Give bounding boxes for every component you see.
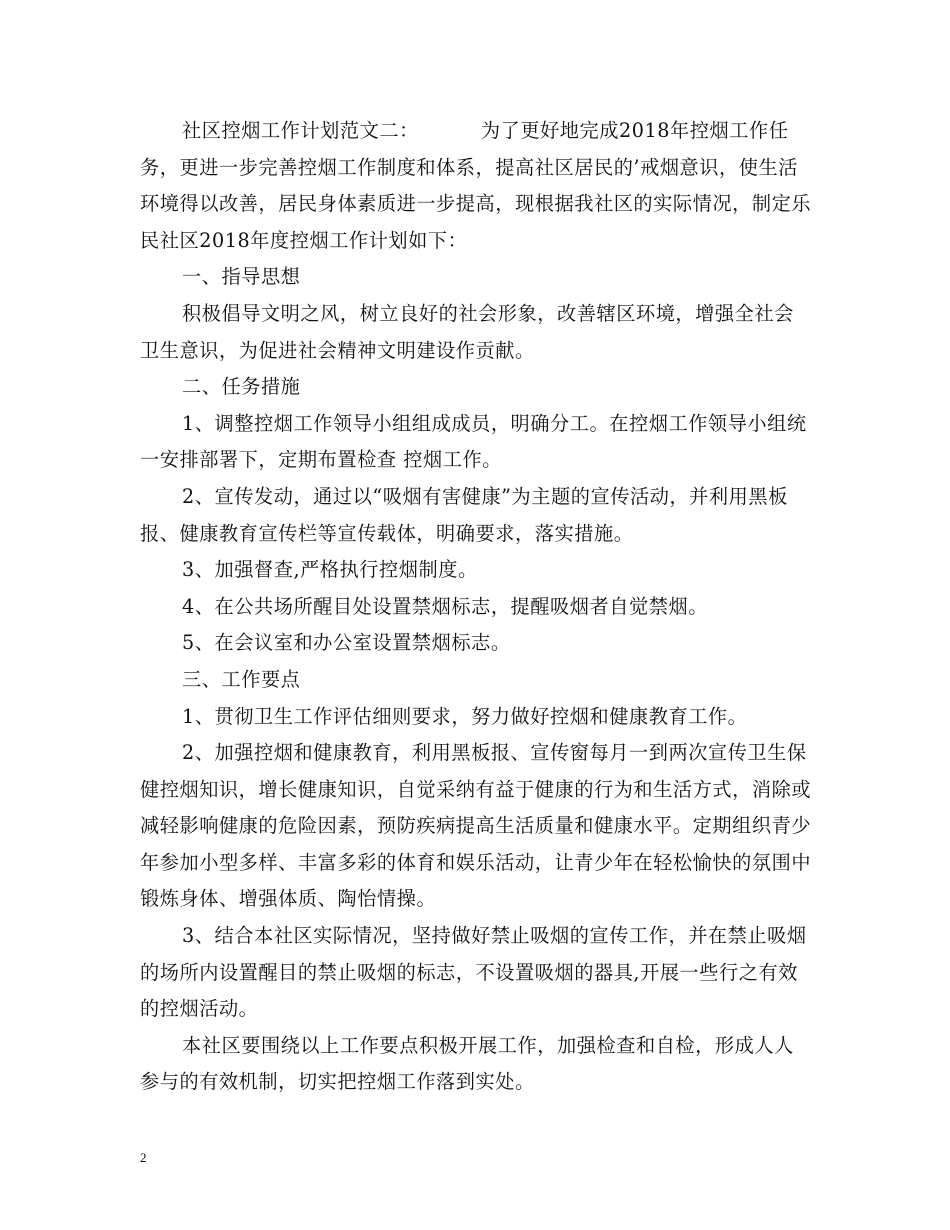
closing-paragraph: 本社区要围绕以上工作要点积极开展工作，加强检查和自检，形成人人参与的有效机制，切实把控烟工作落到实处。	[140, 1033, 794, 1094]
work-point-item: 3、结合本社区实际情况，坚持做好禁止吸烟的宣传工作，并在禁止吸烟的场所内设置醒目的禁止吸烟的标志，不设置吸烟的器具,开展一些行之有效的控烟活动。	[140, 924, 807, 1021]
task-measure-item: 2、宣传发动，通过以“吸烟有害健康”为主题的宣传活动，并利用黑板报、健康教育宣传栏等宣传载体，明确要求，落实措施。	[140, 484, 788, 545]
work-point-item: 2、加强控烟和健康教育，利用黑板报、宣传窗每月一到两次宣传卫生保健控烟知识，增长健康知识，自觉采纳有益于健康的行为和生活方式，消除或减轻影响健康的危险因素，预防疾病提高生活质量和健康水平。定期组织青少年参加小型多样、丰富多彩的体育和娱乐活动，让青少年在轻松愉快的氛围中锻炼身体、增强体质、陶怡情操。	[140, 741, 812, 911]
task-measure-item: 5、在会议室和办公室设置禁烟标志。	[182, 631, 511, 655]
work-point-item: 1、贯彻卫生工作评估细则要求，努力做好控烟和健康教育工作。	[182, 704, 748, 728]
document-body	[140, 113, 812, 1101]
task-measure-item: 1、调整控烟工作领导小组组成成员，明确分工。在控烟工作领导小组统一安排部署下，定期布置检查 控烟工作。	[140, 411, 807, 472]
task-measure-item: 3、加强督查,严格执行控烟制度。	[182, 558, 478, 582]
section-heading-work-points: 三、工作要点	[182, 667, 301, 691]
section-heading-task-measures: 二、任务措施	[182, 375, 301, 399]
intro-title: 社区控烟工作计划范文二：	[182, 119, 419, 142]
guiding-ideology-paragraph: 积极倡导文明之风，树立良好的社会形象，改善辖区环境，增强全社会卫生意识，为促进社会精神文明建设作贡献。	[140, 301, 794, 362]
section-heading-guiding-ideology: 一、指导思想	[182, 265, 301, 289]
task-measure-item: 4、在公共场所醒目处设置禁烟标志，提醒吸烟者自觉禁烟。	[182, 594, 708, 618]
intro-paragraph	[140, 113, 812, 259]
page-number: 2	[140, 1150, 147, 1165]
intro-text: 为了更好地完成2018年控烟工作任务，更进一步完善控烟工作制度和体系，提高社区居民的’戒烟意识，使生活环境得以改善，居民身体素质进一步提高，现根据我社区的实际情况，制定乐民社区2018年度控烟工作计划如下：	[140, 119, 812, 252]
